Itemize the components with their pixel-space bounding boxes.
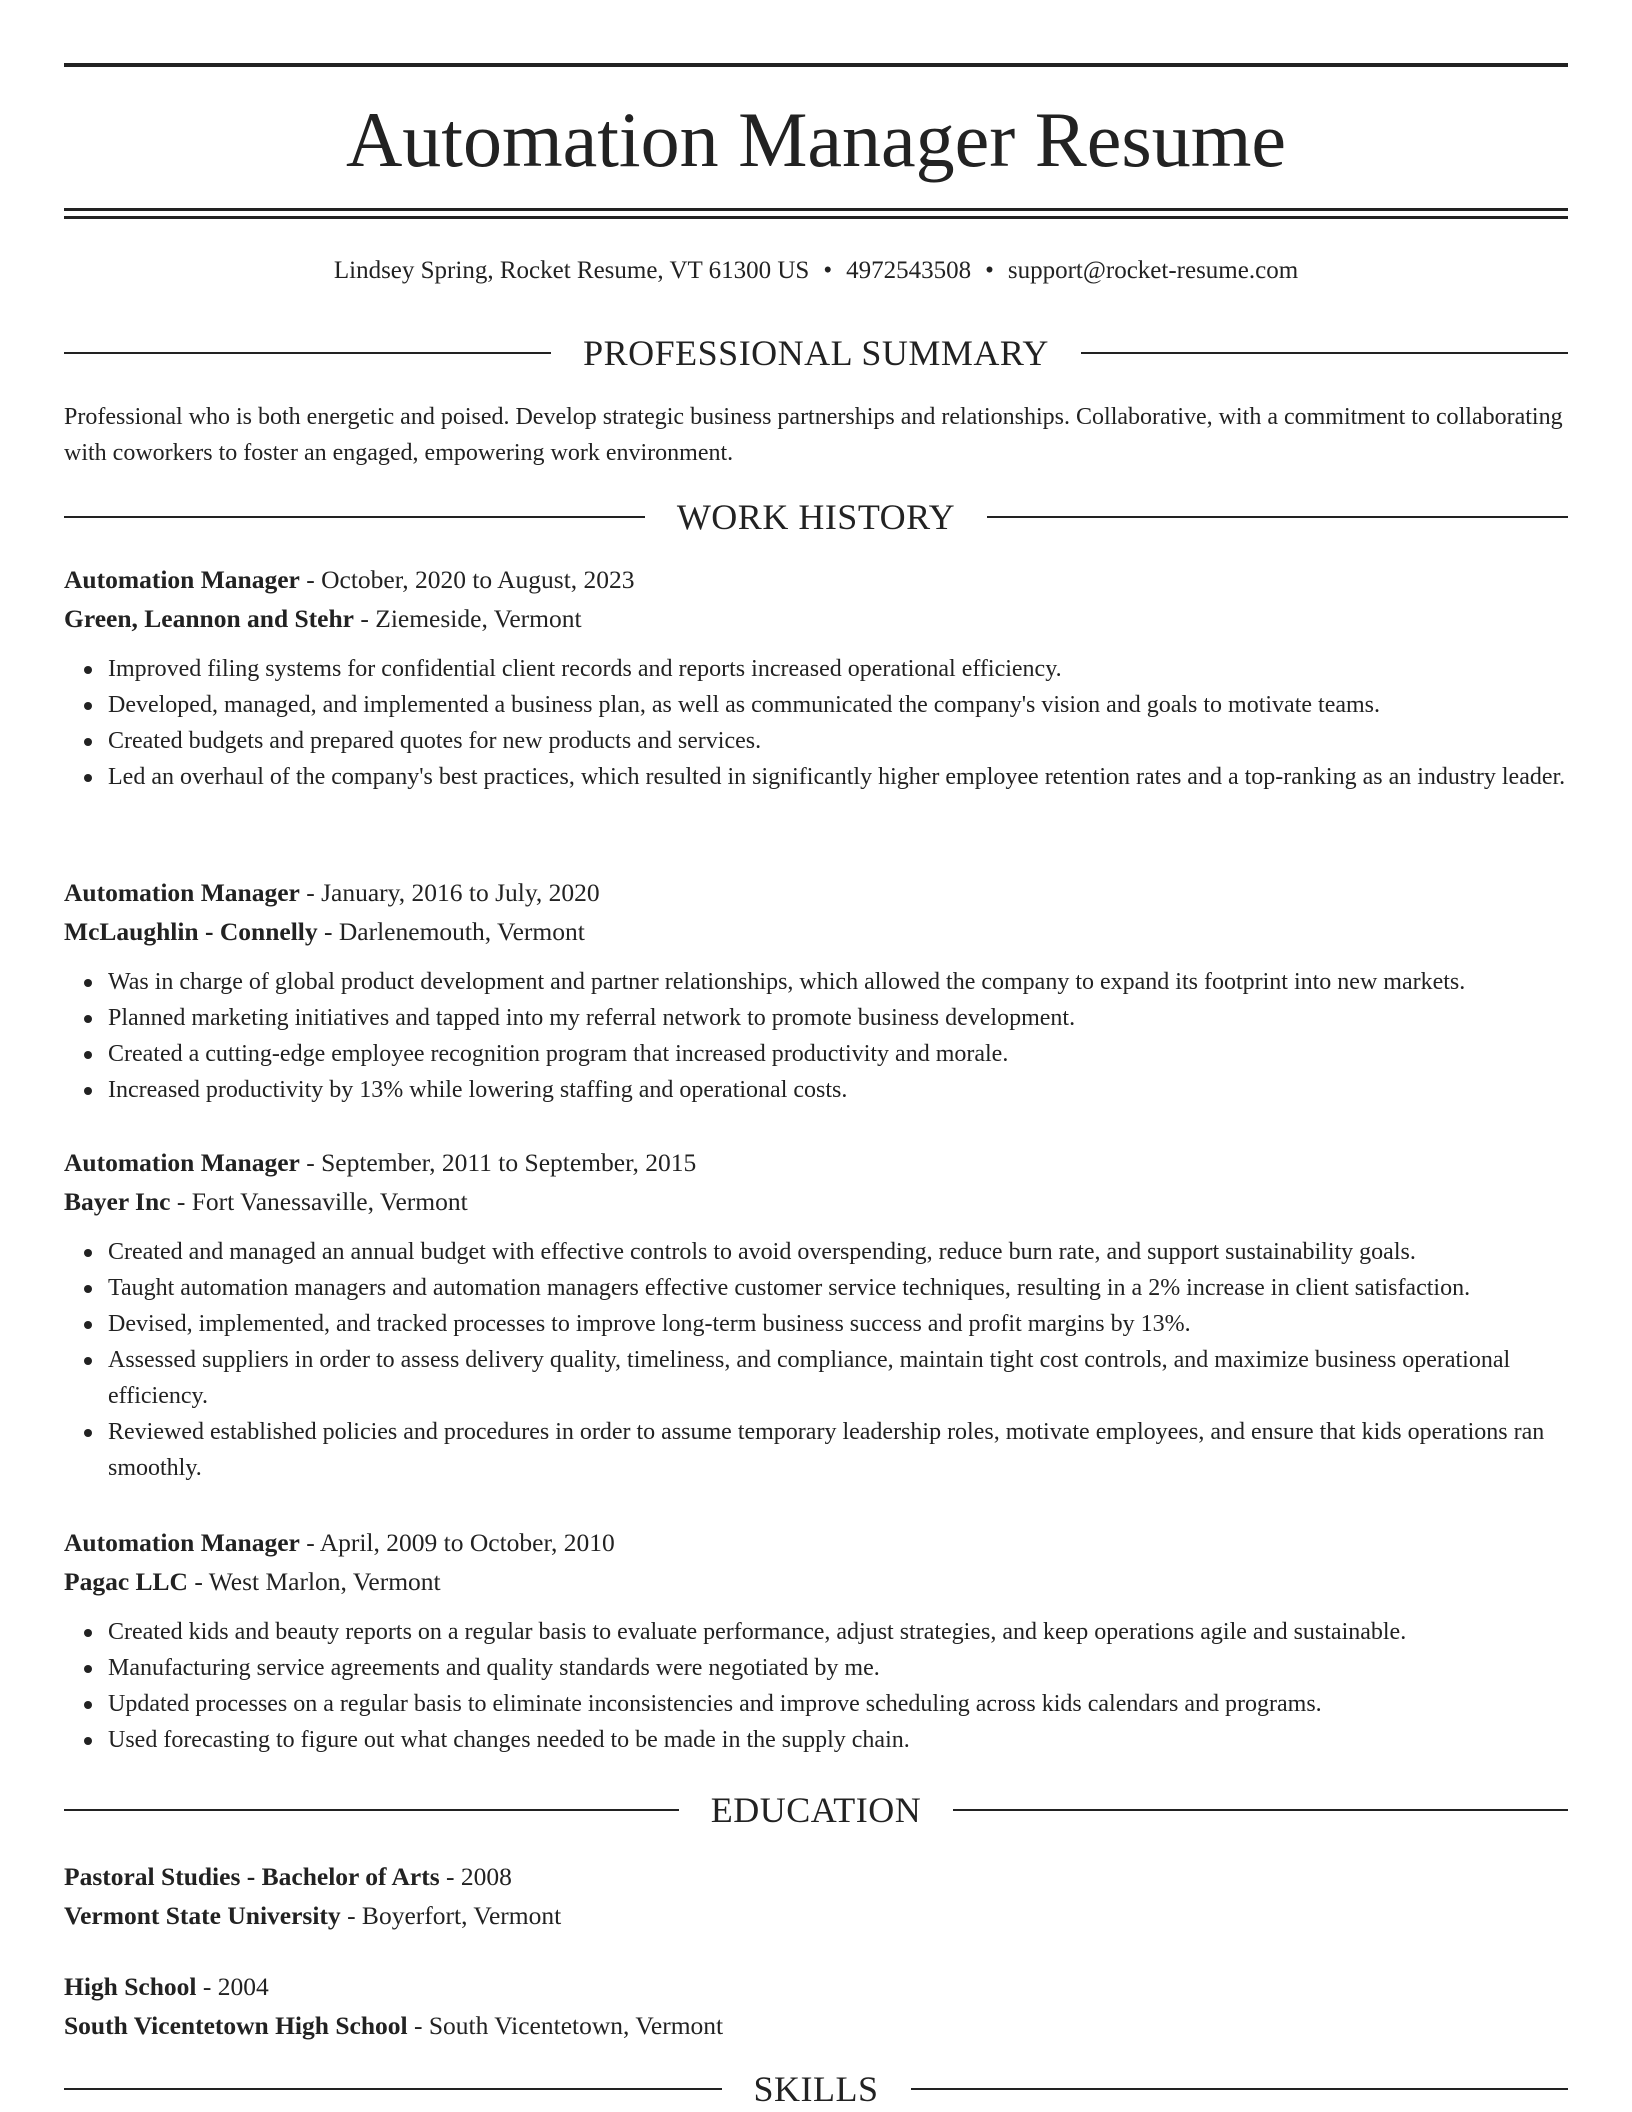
heading-rule-left bbox=[64, 2088, 722, 2090]
list-item: Was in charge of global product development and partner relationships, which allowed the company to expand its footprint into new markets. bbox=[108, 964, 1568, 1000]
job-entry bbox=[64, 1143, 1568, 1486]
job-title-line bbox=[64, 560, 1568, 599]
list-item: Created and managed an annual budget with effective controls to avoid overspending, reduce burn rate, and support sustainability goals. bbox=[108, 1234, 1568, 1270]
education-school: Vermont State University bbox=[64, 1901, 341, 1930]
section-heading-work bbox=[64, 495, 1568, 539]
title-rule-upper bbox=[64, 208, 1568, 211]
education-entry bbox=[64, 1857, 1568, 1935]
section-heading-skills bbox=[64, 2067, 1568, 2111]
list-item: Increased productivity by 13% while lowering staffing and operational costs. bbox=[108, 1072, 1568, 1108]
education-year: - 2004 bbox=[196, 1972, 269, 2001]
education-degree: High School bbox=[64, 1972, 197, 2001]
summary-text: Professional who is both energetic and poised. Develop strategic business partnerships and relationships. Collaborative, with a commitment to collaborating with coworkers to foster an engaged, empowering work environment. bbox=[64, 404, 1563, 466]
job-entry bbox=[64, 560, 1568, 795]
contact-address: Lindsey Spring, Rocket Resume, VT 61300 US bbox=[333, 257, 810, 284]
page-title: Automation Manager Resume bbox=[345, 96, 1287, 183]
list-item: Devised, implemented, and tracked processes to improve long-term business success and profit margins by 13%. bbox=[108, 1306, 1568, 1342]
education-year: - 2008 bbox=[439, 1862, 512, 1891]
job-entry bbox=[64, 1523, 1568, 1758]
title-rule-lower bbox=[64, 216, 1568, 219]
heading-rule-right bbox=[911, 2088, 1569, 2090]
education-entry bbox=[64, 1967, 1568, 2045]
education-school-line bbox=[64, 2006, 1568, 2045]
job-title-line bbox=[64, 1523, 1568, 1562]
list-item: Planned marketing initiatives and tapped into my referral network to promote business development. bbox=[108, 1000, 1568, 1036]
education-degree: Pastoral Studies - Bachelor of Arts bbox=[64, 1862, 440, 1891]
job-title: Automation Manager bbox=[64, 1528, 300, 1557]
section-title: SKILLS bbox=[753, 2069, 879, 2109]
list-item: Updated processes on a regular basis to eliminate inconsistencies and improve scheduling across kids calendars and programs. bbox=[108, 1686, 1568, 1722]
heading-rule-left bbox=[64, 1809, 679, 1811]
job-title: Automation Manager bbox=[64, 565, 300, 594]
job-location: - West Marlon, Vermont bbox=[187, 1567, 441, 1596]
list-item: Reviewed established policies and procedures in order to assume temporary leadership roles, motivate employees, and ensure that kids operations ran smoothly. bbox=[108, 1414, 1568, 1486]
education-location: - South Vicentetown, Vermont bbox=[407, 2011, 724, 2040]
job-company-line bbox=[64, 1182, 1568, 1221]
job-company: Pagac LLC bbox=[64, 1567, 188, 1596]
list-item: Created budgets and prepared quotes for new products and services. bbox=[108, 723, 1568, 759]
job-company-line bbox=[64, 599, 1568, 638]
job-company-line bbox=[64, 1562, 1568, 1601]
list-item: Created kids and beauty reports on a regular basis to evaluate performance, adjust strategies, and keep operations agile and sustainable. bbox=[108, 1614, 1568, 1650]
contact-line bbox=[64, 253, 1568, 289]
section-title: WORK HISTORY bbox=[676, 497, 956, 537]
contact-separator: • bbox=[985, 257, 994, 284]
section-title: PROFESSIONAL SUMMARY bbox=[583, 333, 1049, 373]
heading-rule-left bbox=[64, 516, 645, 518]
list-item: Developed, managed, and implemented a business plan, as well as communicated the company's vision and goals to motivate teams. bbox=[108, 687, 1568, 723]
job-bullets bbox=[64, 651, 1568, 795]
job-company-line bbox=[64, 912, 1568, 951]
job-bullets bbox=[64, 964, 1568, 1108]
job-company: McLaughlin - Connelly bbox=[64, 917, 318, 946]
job-title-line bbox=[64, 873, 1568, 912]
heading-rule-right bbox=[987, 516, 1568, 518]
list-item: Created a cutting-edge employee recognition program that increased productivity and morale. bbox=[108, 1036, 1568, 1072]
heading-rule-left bbox=[64, 352, 551, 354]
list-item: Manufacturing service agreements and quality standards were negotiated by me. bbox=[108, 1650, 1568, 1686]
job-title: Automation Manager bbox=[64, 878, 300, 907]
education-school: South Vicentetown High School bbox=[64, 2011, 408, 2040]
job-entry bbox=[64, 873, 1568, 1108]
job-company: Green, Leannon and Stehr bbox=[64, 604, 354, 633]
education-school-line bbox=[64, 1896, 1568, 1935]
list-item: Used forecasting to figure out what changes needed to be made in the supply chain. bbox=[108, 1722, 1568, 1758]
job-location: - Fort Vanessaville, Vermont bbox=[170, 1187, 468, 1216]
list-item: Taught automation managers and automation managers effective customer service techniques, resulting in a 2% increase in client satisfaction. bbox=[108, 1270, 1568, 1306]
job-company: Bayer Inc bbox=[64, 1187, 171, 1216]
contact-separator: • bbox=[823, 257, 833, 284]
section-title: EDUCATION bbox=[710, 1790, 922, 1830]
list-item: Assessed suppliers in order to assess delivery quality, timeliness, and compliance, maintain tight cost controls, and maximize business operational efficiency. bbox=[108, 1342, 1568, 1414]
heading-rule-right bbox=[953, 1809, 1568, 1811]
job-location: - Darlenemouth, Vermont bbox=[317, 917, 585, 946]
education-location: - Boyerfort, Vermont bbox=[340, 1901, 562, 1930]
job-dates: - October, 2020 to August, 2023 bbox=[299, 565, 635, 594]
job-title-line bbox=[64, 1143, 1568, 1182]
heading-rule-right bbox=[1081, 352, 1568, 354]
section-heading-education bbox=[64, 1788, 1568, 1832]
job-title: Automation Manager bbox=[64, 1148, 300, 1177]
section-heading-summary bbox=[64, 331, 1568, 375]
job-dates: - January, 2016 to July, 2020 bbox=[299, 878, 600, 907]
education-degree-line bbox=[64, 1967, 1568, 2006]
job-location: - Ziemeside, Vermont bbox=[354, 604, 582, 633]
contact-email: support@rocket-resume.com bbox=[1007, 257, 1299, 284]
job-bullets bbox=[64, 1614, 1568, 1758]
contact-phone: 4972543508 bbox=[846, 257, 972, 284]
job-dates: - April, 2009 to October, 2010 bbox=[299, 1528, 615, 1557]
job-dates: - September, 2011 to September, 2015 bbox=[299, 1148, 697, 1177]
list-item: Led an overhaul of the company's best practices, which resulted in significantly higher employee retention rates and a top-ranking as an industry leader. bbox=[108, 759, 1568, 795]
education-degree-line bbox=[64, 1857, 1568, 1896]
job-bullets bbox=[64, 1234, 1568, 1486]
top-rule bbox=[64, 63, 1568, 67]
list-item: Improved filing systems for confidential client records and reports increased operational efficiency. bbox=[108, 651, 1568, 687]
